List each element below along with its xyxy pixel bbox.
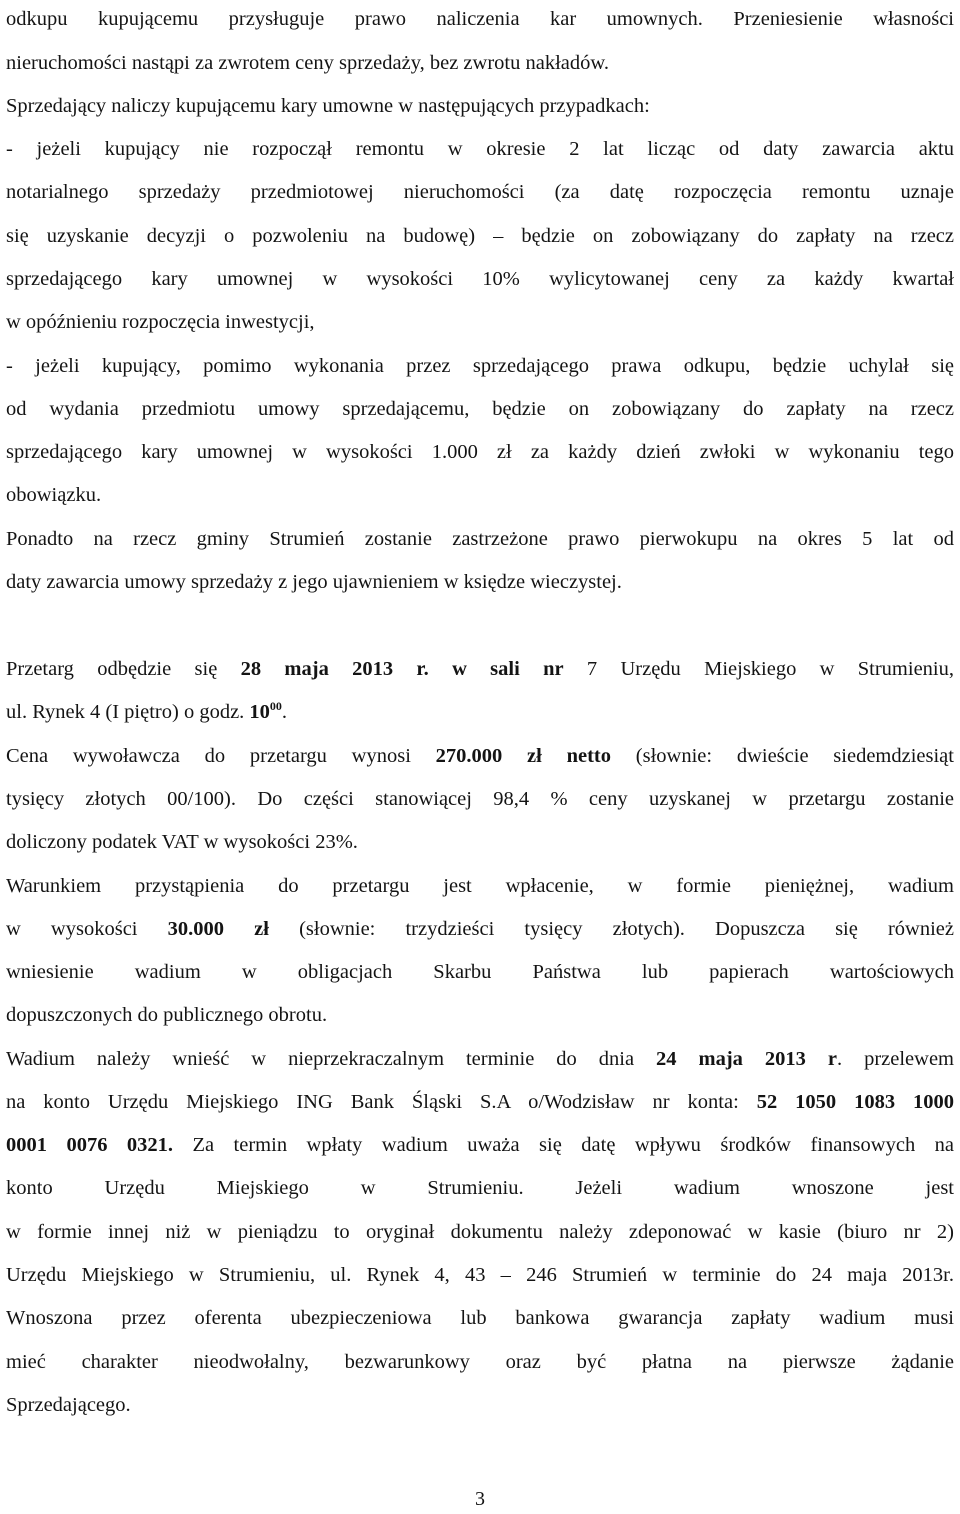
text-segment: daty zawarcia umowy sprzedaży z jego ujawnieniem w księdze wieczystej. [6,571,622,593]
text-segment: w opóźnieniu rozpoczęcia inwestycji, [6,311,315,333]
text-segment: sprzedającego kary umownej w wysokości 10% wylicytowanej ceny za każdy kwartał [6,268,954,290]
superscript-text: 00 [269,699,282,713]
text-segment: . [281,701,288,723]
text-segment: Warunkiem przystąpienia do przetargu jest wpłacenie, w formie pieniężnej, wadium [6,875,954,897]
text-line [6,914,954,944]
bold-text: 270.000 zł netto [435,745,612,767]
text-line [6,480,954,510]
text-segment: konto Urzędu Miejskiego w Strumieniu. Jeżeli wadium wnoszone jest [6,1177,954,1199]
text-segment: - jeżeli kupujący, pomimo wykonania przez sprzedającego prawa odkupu, będzie uchylał się [6,355,954,377]
text-segment: . przelewem [836,1048,954,1070]
text-line [6,1390,954,1420]
text-line [6,1260,954,1290]
text-segment: obowiązku. [6,484,102,506]
bold-text: 28 maja 2013 r. [240,658,429,680]
text-segment: w formie innej niż w pieniądzu to oryginał dokumentu należy zdeponować w kasie (biuro nr 2) [6,1221,954,1243]
bold-text: w sali nr [452,658,564,680]
text-line [6,957,954,987]
text-line [6,827,954,857]
text-line [6,437,954,467]
text-line [6,394,954,424]
text-line [6,177,954,207]
text-line [6,91,954,121]
text-segment: nieruchomości nastąpi za zwrotem ceny sprzedaży, bez zwrotu nakładów. [6,52,609,74]
text-segment: (słownie: trzydzieści tysięcy złotych). Dopuszcza się również [268,918,955,940]
text-line [6,784,954,814]
bold-text: 10 [249,701,270,723]
text-line [6,871,954,901]
text-segment [429,658,452,680]
text-segment: mieć charakter nieodwołalny, bezwarunkowy oraz być płatna na pierwsze żądanie [6,1351,954,1373]
page-number: 3 [475,1488,485,1510]
text-line [6,1173,954,1203]
text-segment: dopuszczonych do publicznego obrotu. [6,1004,328,1026]
bold-text: 24 maja 2013 r [656,1048,837,1070]
text-segment: 7 Urzędu Miejskiego w Strumieniu, [563,658,954,680]
text-segment: wniesienie wadium w obligacjach Skarbu Państwa lub papierach wartościowych [6,961,954,983]
text-segment: Za termin wpłaty wadium uważa się datę wpływu środków finansowych na [173,1134,954,1156]
text-segment: notarialnego sprzedaży przedmiotowej nieruchomości (za datę rozpoczęcia remontu uznaje [6,181,954,203]
text-segment: ul. Rynek 4 (I piętro) o godz. [6,701,250,723]
text-line [6,1000,954,1030]
text-segment: Ponadto na rzecz gminy Strumień zostanie zastrzeżone prawo pierwokupu na okres 5 lat od [6,528,954,550]
text-line [6,4,954,34]
text-line [6,134,954,164]
text-line [6,697,954,727]
text-segment: Cena wywoławcza do przetargu wynosi [6,745,436,767]
text-line [6,351,954,381]
bold-text: 0001 0076 0321. [6,1134,174,1156]
text-segment: Urzędu Miejskiego w Strumieniu, ul. Rynek 4, 43 – 246 Strumień w terminie do 24 maja 2013r. [6,1264,954,1286]
text-segment: tysięcy złotych 00/100). Do części stanowiącej 98,4 % ceny uzyskanej w przetargu zostanie [6,788,954,810]
text-segment: - jeżeli kupujący nie rozpoczął remontu w okresie 2 lat licząc od daty zawarcia aktu [6,138,954,160]
text-line [6,567,954,597]
text-line [6,741,954,771]
text-segment: od wydania przedmiotu umowy sprzedającemu, będzie on zobowiązany do zapłaty na rzecz [6,398,954,420]
text-segment: Sprzedający naliczy kupującemu kary umowne w następujących przypadkach: [6,95,650,117]
text-segment: doliczony podatek VAT w wysokości 23%. [6,831,358,853]
text-line [6,524,954,554]
text-segment: Wadium należy wnieść w nieprzekraczalnym terminie do dnia [6,1048,657,1070]
text-line [6,1303,954,1333]
text-segment: Sprzedającego. [6,1394,131,1416]
text-segment: (słownie: dwieście siedemdziesiąt [611,745,954,767]
text-line [6,1217,954,1247]
text-line [6,1044,954,1074]
text-line [6,654,954,684]
text-segment: odkupu kupującemu przysługuje prawo naliczenia kar umownych. Przeniesienie własności [6,8,954,30]
text-line [6,221,954,251]
text-line [6,48,954,78]
text-segment: się uzyskanie decyzji o pozwoleniu na budowę) – będzie on zobowiązany do zapłaty na rzecz [6,225,954,247]
text-line [6,264,954,294]
text-line [6,1130,954,1160]
bold-text: 30.000 zł [167,918,269,940]
bold-text: 52 1050 1083 1000 [756,1091,955,1113]
text-segment: sprzedającego kary umownej w wysokości 1.000 zł za każdy dzień zwłoki w wykonaniu tego [6,441,954,463]
text-segment: Przetarg odbędzie się [6,658,241,680]
text-line [6,1087,954,1117]
text-line [6,307,954,337]
text-segment: w wysokości [6,918,168,940]
text-segment: na konto Urzędu Miejskiego ING Bank Śląski S.A o/Wodzisław nr konta: [6,1091,757,1113]
text-segment: Wnoszona przez oferenta ubezpieczeniowa lub bankowa gwarancja zapłaty wadium musi [6,1307,954,1329]
text-line [6,1347,954,1377]
